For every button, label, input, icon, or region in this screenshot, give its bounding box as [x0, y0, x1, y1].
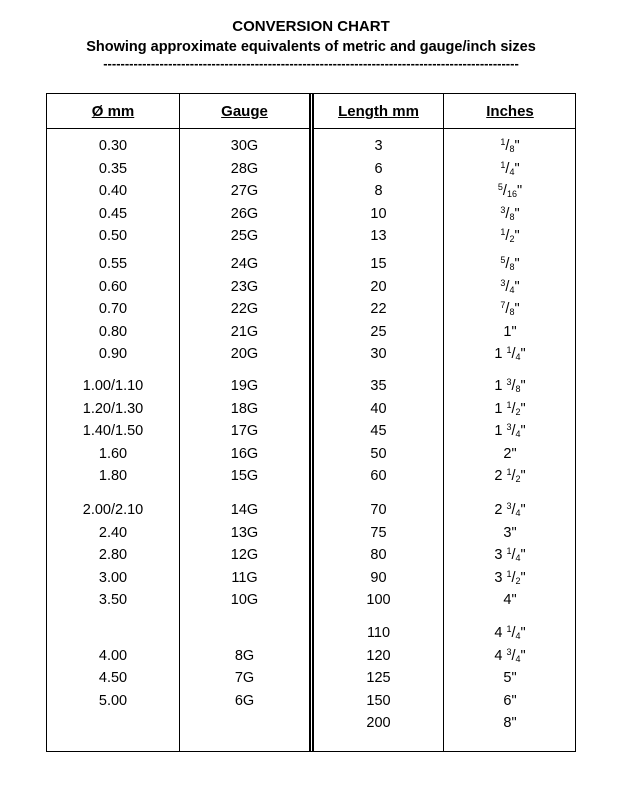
cell-gauge: 23G [230, 278, 259, 295]
inch-whole: 6 [503, 692, 512, 709]
inch-numerator: 1 [500, 137, 506, 147]
cell-mm: 1.60 [98, 445, 128, 462]
inch-denominator: 2 [509, 234, 515, 244]
header-mm: Ø mm [91, 103, 135, 120]
header-length: Length mm [338, 103, 419, 120]
cell-mm: 0.55 [98, 256, 128, 272]
inch-denominator: 4 [515, 352, 521, 362]
cell-inches: 3 $^1/_2$" [494, 568, 526, 586]
inch-whole: 1 [494, 423, 507, 439]
cell-gauge: 20G [230, 346, 259, 362]
cell-mm: 0.50 [98, 228, 128, 244]
inch-whole: 1 [494, 346, 507, 362]
cell-length: 70 [370, 502, 387, 518]
cell-length: 22 [370, 301, 387, 317]
cell-mm: 1.40/1.50 [82, 423, 144, 439]
cell-gauge: 24G [230, 256, 259, 272]
cell-gauge: 7G [234, 670, 255, 686]
inch-denominator: 8 [509, 144, 515, 154]
cell-inches: 2" [503, 445, 517, 462]
cell-mm: 2.00/2.10 [82, 502, 144, 518]
cell-length: 90 [370, 569, 387, 586]
inch-whole: 8 [503, 715, 512, 731]
inch-numerator: 7 [500, 300, 506, 310]
cell-inches: 4" [503, 592, 517, 608]
inch-denominator: 4 [515, 553, 521, 563]
cell-length: 150 [366, 692, 391, 709]
inch-whole: 3 [503, 524, 512, 541]
cell-gauge: 12G [230, 547, 259, 563]
inch-denominator: 4 [515, 631, 521, 641]
cell-length: 30 [370, 346, 387, 362]
inch-denominator: 4 [509, 166, 515, 177]
inch-numerator: 1 [500, 227, 506, 237]
inch-numerator: 3 [506, 501, 512, 511]
cell-gauge [180, 623, 309, 643]
inch-numerator: 5 [497, 182, 503, 192]
cell-mm: 5.00 [98, 692, 128, 709]
inch-numerator: 3 [506, 377, 512, 387]
inch-denominator: 4 [515, 429, 521, 439]
cell-mm: 0.30 [98, 138, 128, 154]
cell-length: 25 [370, 323, 387, 340]
cell-mm: 0.90 [98, 346, 128, 362]
cell-inches: 1 $^3/_4$" [494, 422, 526, 439]
cell-length: 110 [366, 625, 391, 641]
cell-inches: 1 $^1/_4$" [494, 345, 526, 362]
inch-numerator: 3 [500, 277, 506, 288]
cell-inches: 2 $^1/_2$" [494, 467, 526, 484]
inch-denominator: 2 [515, 406, 521, 417]
inch-denominator: 4 [515, 653, 521, 664]
cell-gauge: 28G [230, 160, 259, 177]
cell-mm: 0.70 [98, 301, 128, 317]
cell-mm: 0.40 [98, 183, 128, 199]
cell-gauge: 8G [234, 647, 255, 664]
cell-gauge: 6G [234, 692, 255, 709]
cell-gauge: 22G [230, 301, 259, 317]
cell-inches: $^1/_8$" [500, 137, 520, 154]
conversion-table [46, 93, 576, 752]
cell-gauge: 25G [230, 228, 259, 244]
cell-mm: 4.50 [98, 670, 128, 686]
inch-numerator: 3 [506, 646, 512, 657]
cell-inches: 4 $^1/_4$" [494, 624, 526, 641]
cell-mm [47, 713, 179, 733]
cell-inches: $^5/_{16}$" [497, 182, 523, 199]
cell-mm: 1.20/1.30 [82, 400, 144, 417]
cell-inches: $^3/_4$" [500, 277, 520, 295]
cell-mm: 3.00 [98, 569, 128, 586]
cell-length: 6 [374, 160, 383, 177]
cell-mm: 0.35 [98, 160, 128, 177]
cell-inches: 3 $^1/_4$" [494, 546, 526, 563]
inch-whole: 5 [503, 670, 512, 686]
inch-whole: 4 [494, 647, 507, 664]
inch-whole: 3 [494, 569, 507, 586]
cell-gauge: 10G [230, 592, 259, 608]
inch-numerator: 3 [506, 422, 512, 432]
cell-inches: 2 $^3/_4$" [494, 501, 526, 518]
cell-gauge: 14G [230, 502, 259, 518]
cell-length: 100 [366, 592, 391, 608]
cell-length: 80 [370, 547, 387, 563]
cell-length: 45 [370, 423, 387, 439]
cell-gauge: 11G [231, 569, 258, 586]
cell-length: 60 [370, 468, 387, 484]
cell-length: 35 [370, 378, 387, 394]
cell-gauge: 15G [230, 468, 259, 484]
inch-whole: 1 [494, 378, 507, 394]
cell-mm: 0.60 [98, 278, 128, 295]
inch-numerator: 1 [500, 159, 506, 170]
inch-whole: 1 [503, 323, 512, 340]
cell-mm: 2.80 [98, 547, 128, 563]
cell-inches: $^3/_8$" [500, 204, 520, 222]
cell-gauge: 13G [230, 524, 259, 541]
cell-length: 75 [370, 524, 387, 541]
inch-denominator: 16 [506, 189, 517, 199]
cell-mm: 0.45 [98, 205, 128, 222]
cell-gauge: 19G [230, 378, 259, 394]
cell-inches: 1 $^1/_2$" [494, 399, 526, 417]
inch-whole: 1 [494, 400, 507, 417]
cell-length: 40 [370, 400, 387, 417]
cell-mm: 3.50 [98, 592, 128, 608]
cell-length: 15 [370, 256, 387, 272]
inch-denominator: 4 [515, 508, 521, 518]
cell-length: 3 [374, 138, 383, 154]
cell-inches: 1" [503, 323, 517, 340]
inch-numerator: 1 [506, 467, 512, 477]
cell-gauge: 27G [230, 183, 259, 199]
inch-denominator: 8 [509, 262, 515, 272]
header-inches: Inches [486, 103, 534, 120]
cell-mm: 0.80 [98, 323, 128, 340]
cell-gauge: 17G [230, 423, 259, 439]
cell-gauge: 30G [230, 138, 259, 154]
inch-numerator: 1 [506, 546, 512, 556]
cell-inches: 4 $^3/_4$" [494, 646, 526, 664]
cell-mm: 1.00/1.10 [82, 378, 144, 394]
cell-inches: $^1/_2$" [500, 227, 520, 244]
page-subtitle: Showing approximate equivalents of metric and gauge/inch sizes [86, 39, 536, 55]
cell-mm: 1.80 [98, 468, 128, 484]
cell-inches: 1 $^3/_8$" [494, 377, 526, 394]
cell-gauge: 21G [230, 323, 259, 340]
inch-numerator: 1 [506, 399, 512, 410]
header-gauge: Gauge [221, 103, 268, 120]
cell-inches: 5" [503, 670, 517, 686]
inch-denominator: 8 [509, 211, 515, 222]
cell-length: 10 [370, 205, 387, 222]
inch-denominator: 4 [509, 284, 515, 295]
cell-inches: $^7/_8$" [500, 300, 520, 317]
cell-inches: $^1/_4$" [500, 159, 520, 177]
cell-inches: 8" [503, 715, 517, 731]
cell-gauge: 18G [230, 400, 259, 417]
cell-inches: $^5/_8$" [500, 255, 520, 272]
inch-whole: 2 [494, 468, 507, 484]
cell-inches: 3" [503, 524, 517, 541]
inch-denominator: 8 [509, 307, 515, 317]
inch-numerator: 1 [506, 624, 512, 634]
inch-denominator: 8 [515, 384, 521, 394]
inch-whole: 2 [494, 502, 507, 518]
cell-length: 120 [366, 647, 391, 664]
cell-length: 50 [370, 445, 387, 462]
page-title: CONVERSION CHART [232, 18, 390, 35]
inch-numerator: 5 [500, 255, 506, 265]
cell-length: 125 [366, 670, 391, 686]
inch-denominator: 2 [515, 474, 521, 484]
cell-inches: 6" [503, 692, 517, 709]
cell-length: 13 [370, 228, 387, 244]
inch-numerator: 1 [506, 568, 512, 579]
cell-length: 20 [370, 278, 387, 295]
cell-length: 8 [374, 183, 383, 199]
cell-mm [47, 623, 179, 643]
cell-mm: 2.40 [98, 524, 128, 541]
inch-whole: 3 [494, 547, 507, 563]
cell-gauge [180, 713, 309, 733]
inch-whole: 2 [503, 445, 512, 462]
cell-gauge: 16G [230, 445, 259, 462]
inch-denominator: 2 [515, 575, 521, 586]
inch-numerator: 3 [500, 204, 506, 215]
inch-whole: 4 [503, 592, 512, 608]
inch-numerator: 1 [506, 345, 512, 355]
cell-mm: 4.00 [98, 647, 128, 664]
cell-gauge: 26G [230, 205, 259, 222]
inch-whole: 4 [494, 625, 507, 641]
separator-line: ------------------------------------------------------------------------------------------------ [103, 57, 519, 71]
cell-length: 200 [366, 715, 391, 731]
